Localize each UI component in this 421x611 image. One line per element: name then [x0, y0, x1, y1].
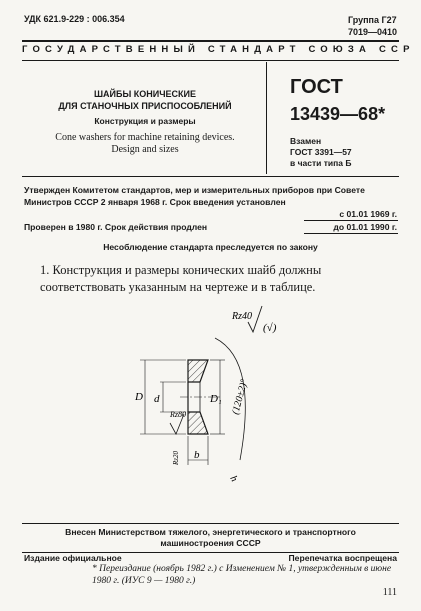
check-label: (√) — [263, 322, 277, 334]
replaces-part: в части типа Б — [290, 158, 352, 168]
title-en — [40, 132, 250, 156]
rz40-label: Rz40 — [232, 311, 252, 322]
date-from-underline — [304, 220, 398, 221]
reissue-note: * Переиздание (ноябрь 1982 г.) с Изменением № 1, утвержденным в июне 1980 г. (ИУС 9 — 1980 г.) — [92, 564, 392, 586]
date-to: до 01.01 1990 г. — [333, 222, 397, 232]
title-line-2: ДЛЯ СТАНОЧНЫХ ПРИСПОСОБЛЕНИЙ — [58, 101, 232, 111]
heading-rule — [22, 60, 399, 61]
label-b: b — [194, 449, 200, 461]
approval-text: Утвержден Комитетом стандартов, мер и измерительных приборов при Совете Министров СССР 2 января 1968 г. Срок введения установлен — [24, 185, 365, 207]
reprint-notice: Перепечатка воспрещена — [288, 553, 397, 563]
checked-text: Проверен в 1980 г. Срок действия продлен — [24, 222, 208, 232]
title-line-1: ШАЙБЫ КОНИЧЕСКИЕ — [93, 89, 197, 99]
date-to-underline — [304, 233, 398, 234]
gost-label: ГОСТ — [290, 76, 343, 98]
approval-rule — [22, 176, 399, 177]
replaces-gost: ГОСТ 3391—57 — [290, 147, 352, 157]
rz80-label: Rz80 — [170, 410, 186, 419]
title-divider — [266, 62, 267, 174]
okp-code: 7019—0410 — [347, 27, 397, 37]
section-upper — [188, 360, 208, 382]
label-D1: D₁ — [210, 393, 222, 405]
replaces-block — [290, 136, 352, 169]
ministry-line-2: машиностроения СССР — [160, 538, 261, 548]
angle-label: (120±2)° — [230, 378, 251, 416]
group-label: Группа Г27 — [347, 15, 397, 25]
ministry-text — [22, 527, 399, 549]
state-standard-heading: ГОСУДАРСТВЕННЫЙ СТАНДАРТ СОЮЗА ССР — [22, 44, 415, 55]
title-en-line-1: Cone washers for machine retaining devices. — [55, 132, 235, 143]
top-rule — [22, 40, 399, 42]
replaces-label: Взамен — [290, 136, 322, 146]
subtitle-ru: Конструкция и размеры — [94, 116, 196, 126]
section-lower — [188, 412, 208, 434]
label-D: D — [135, 391, 143, 403]
ministry-line-1: Внесен Министерством тяжелого, энергетического и транспортного — [65, 527, 356, 537]
violation-notice: Несоблюдение стандарта преследуется по закону — [103, 242, 318, 252]
label-h: h — [227, 474, 240, 484]
paragraph-1: 1. Конструкция и размеры конических шайб должны соответствовать указанным на чертеже и в таблице. — [40, 263, 322, 294]
date-from: с 01.01 1969 г. — [339, 209, 397, 219]
udk-code: УДК 621.9-229 : 006.354 — [24, 14, 125, 24]
title-ru — [40, 88, 250, 127]
page-number: 111 — [382, 587, 397, 598]
label-d: d — [154, 393, 160, 405]
title-en-line-2: Design and sizes — [111, 144, 179, 155]
group-code — [348, 14, 397, 38]
official-edition: Издание официальное — [24, 553, 122, 563]
washer-drawing — [90, 300, 290, 515]
rz20-label: Rz20 — [172, 451, 180, 465]
gost-number: 13439—68* — [290, 104, 386, 124]
